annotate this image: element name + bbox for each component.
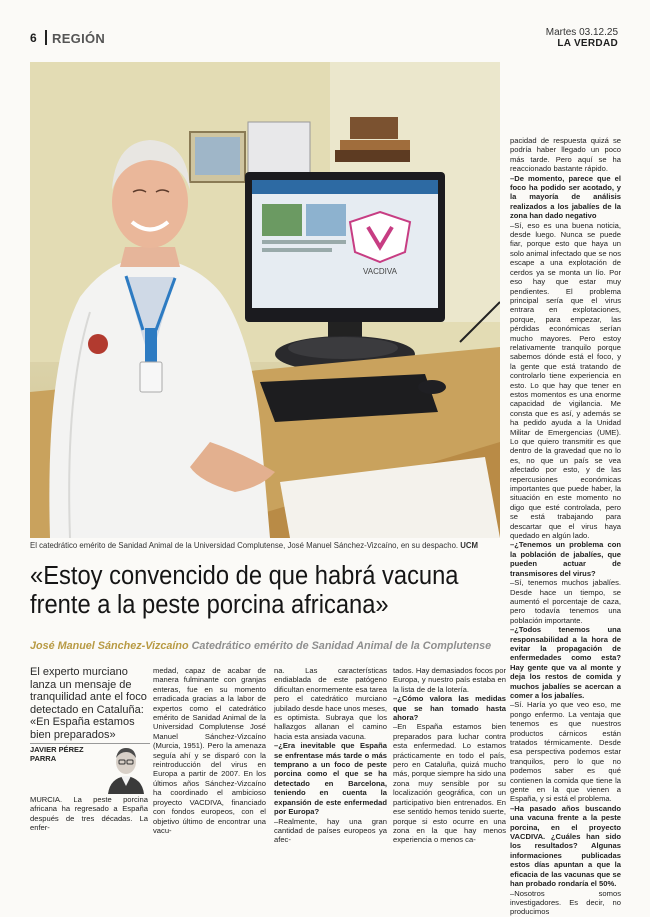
article-photo — [30, 62, 500, 538]
byline-role: Catedrático emérito de Sanidad Animal de la Complutense — [191, 640, 492, 652]
answer: –Sí, eso es una buena noticia, desde luego. Nunca se puede fiar, porque esto que haya un solo animal infectado que se nos escape a una explotación de cerdos ya se monta un lío. Por eso hay que estar muy pendientes. El problema principal sería que el virus entrara en explotaciones, porque, para empezar, las pérdidas económicas serían mucho mayores. Pero estoy relativamente tranquilo porque sabemos dónde está el foco, y la gente que está tratando de controlarlo tiene experiencia en esto. Lo que hay que tener en estos momentos es una enorme capacidad de vigilancia. Me consta que es así, y además se ha pedido ayuda a la Unidad Militar de Emergencias (UME). Lo que quiero transmitir es que dentro de la gravedad que no lo es, no que un país se vea afectado por esto, y de las repercusiones económicas importantes que puede haber, la situación en este momento no digo que esté controlada, pero se está trabajando para descartar que el virus haya quedado en algún lado. — [510, 220, 621, 541]
question: –¿Tenemos un problema con la población de jabalíes, que pueden actuar de transmisores del virus? — [510, 540, 621, 578]
lead-paragraph: El experto murciano lanza un mensaje de tranquilidad ante el foco detectado en Cataluña: «En España estamos bien preparados» — [30, 666, 147, 741]
body-column-3 — [274, 666, 387, 845]
caption-text: El catedrático emérito de Sanidad Animal de la Universidad Complutense, José Manuel Sánchez-Vizcaíno, en su despacho. — [30, 541, 459, 550]
section-divider — [45, 30, 47, 45]
question: –¿Cómo valora las medidas que se han tomado hasta ahora? — [393, 694, 506, 723]
answer: –Sí. Haría yo que veo eso, me pongo enfermo. La ventaja que tenemos es que nuestros productos cárnicos están tratados térmicamente. Desde esa perspectiva podemos estar tranquilos, pero lo que no podemos saber es qué contienen la comida que tiene la gente en la que vienen a España, y si está el problema. — [510, 700, 621, 804]
answer: pacidad de respuesta quizá se podría haber llegado un poco más tarde. Pero aquí se ha reaccionado bastante rápido. — [510, 136, 621, 174]
answer: –Nosotros somos investigadores. Es decir, no producimos — [510, 888, 621, 917]
question: –Ha pasado años buscando una vacuna frente a la peste porcina, en el proyecto VACDIVA. ¿Cuáles han sido los resultados? Algunas informaciones publicadas estos días apuntan a que la eficacia de las vacunas que se han probado rondaría el 50%. — [510, 803, 621, 889]
author-line-2: PARRA — [30, 754, 57, 763]
issue-date: Martes 03.12.25 — [545, 27, 618, 38]
author-name — [30, 745, 110, 763]
photo-credit: UCM — [460, 541, 479, 550]
answer: –En España estamos bien preparados para luchar contra esta enfermedad. Lo estamos prácticamente en todo el país, pero en Cataluña, quizá mucho más, porque siempre ha sido una zona muy sensible por su localización geográfica, con un participativo bien entrenados. En ese sentido hemos tenido suerte, porque si esto ocurre en una zona en la que hay menos experiencia o menos ca- — [393, 722, 506, 845]
paragraph: tados. Hay demasiados focos por Europa, y nuestro país estaba en la lista de de la lotería. — [393, 666, 506, 694]
body-column-4 — [393, 666, 506, 845]
author-portrait — [104, 742, 148, 794]
byline-name: José Manuel Sánchez-Vizcaíno — [30, 640, 189, 652]
section-label: REGIÓN — [52, 31, 106, 46]
question: –¿Era inevitable que España se enfrentase más tarde o más temprano a un foco de peste porcina como el que se ha detectado en Barcelona, teniendo en cuenta la expansión de este enfermedad por Europa? — [274, 741, 387, 817]
headline-line-2: frente a la peste porcina africana» — [30, 591, 389, 619]
headline-line-1: «Estoy convencido de que habrá vacuna — [30, 562, 459, 590]
answer: –Realmente, hay una gran cantidad de países europeos ya afec- — [274, 816, 387, 845]
photo-caption — [30, 541, 500, 550]
answer: –Sí, tenemos muchos jabalíes. Desde hace un tiempo, se aumentó el porcentaje de caza, pero todavía tenemos una población importante. — [510, 578, 621, 625]
body-column-1: MURCIA. La peste porcina africana ha regresado a España después de tres décadas. La enfer- — [30, 795, 148, 833]
author-line-1: JAVIER PÉREZ — [30, 745, 84, 754]
screen-logo: VACDIVA — [363, 267, 397, 276]
page-number: 6 — [30, 31, 37, 45]
author-portrait-drawing — [104, 742, 148, 794]
newspaper-name: LA VERDAD — [557, 38, 618, 49]
body-column-2: medad, capaz de acabar de manera fulminante con granjas enteras, fue en su momento erradicada gracias a la labor de expertos como el catedrático emérito de Sanidad Animal de la Universidad Complutense José Manuel Sánchez-Vizcaíno (Murcia, 1951). Pero la amenaza seguía ahí y se disparó con la reintroducción del virus en Europa a partir de 2007. En los últimos años Sánchez-Vizcaíno ha coordinado el ambicioso proyecto VACDIVA, financiado con fondos europeos, con el objetivo último de encontrar una vacu- — [153, 666, 266, 835]
question: –¿Todos tenemos una responsabilidad a la hora de evitar la propagación de enfermedades como esta? Hay gente que va al monte y deja los restos de comida y muchos jabalíes se acercan a comer a los jabalíes. — [510, 625, 621, 700]
photo-illustration — [30, 62, 500, 538]
paragraph: na. Las características endiablada de este patógeno dificultan enormemente esa tarea pero el catedrático murciano jubilado desde hace unos meses, es optimista. Subraya que los hallazgos allanan el camino hacia esta ansiada vacuna. — [274, 666, 387, 741]
question: –De momento, parece que el foco ha podido ser acotado, y la mayoría de análisis realizados a los jabalíes de la zona han dado negativo — [510, 173, 621, 221]
body-column-5 — [510, 136, 621, 917]
